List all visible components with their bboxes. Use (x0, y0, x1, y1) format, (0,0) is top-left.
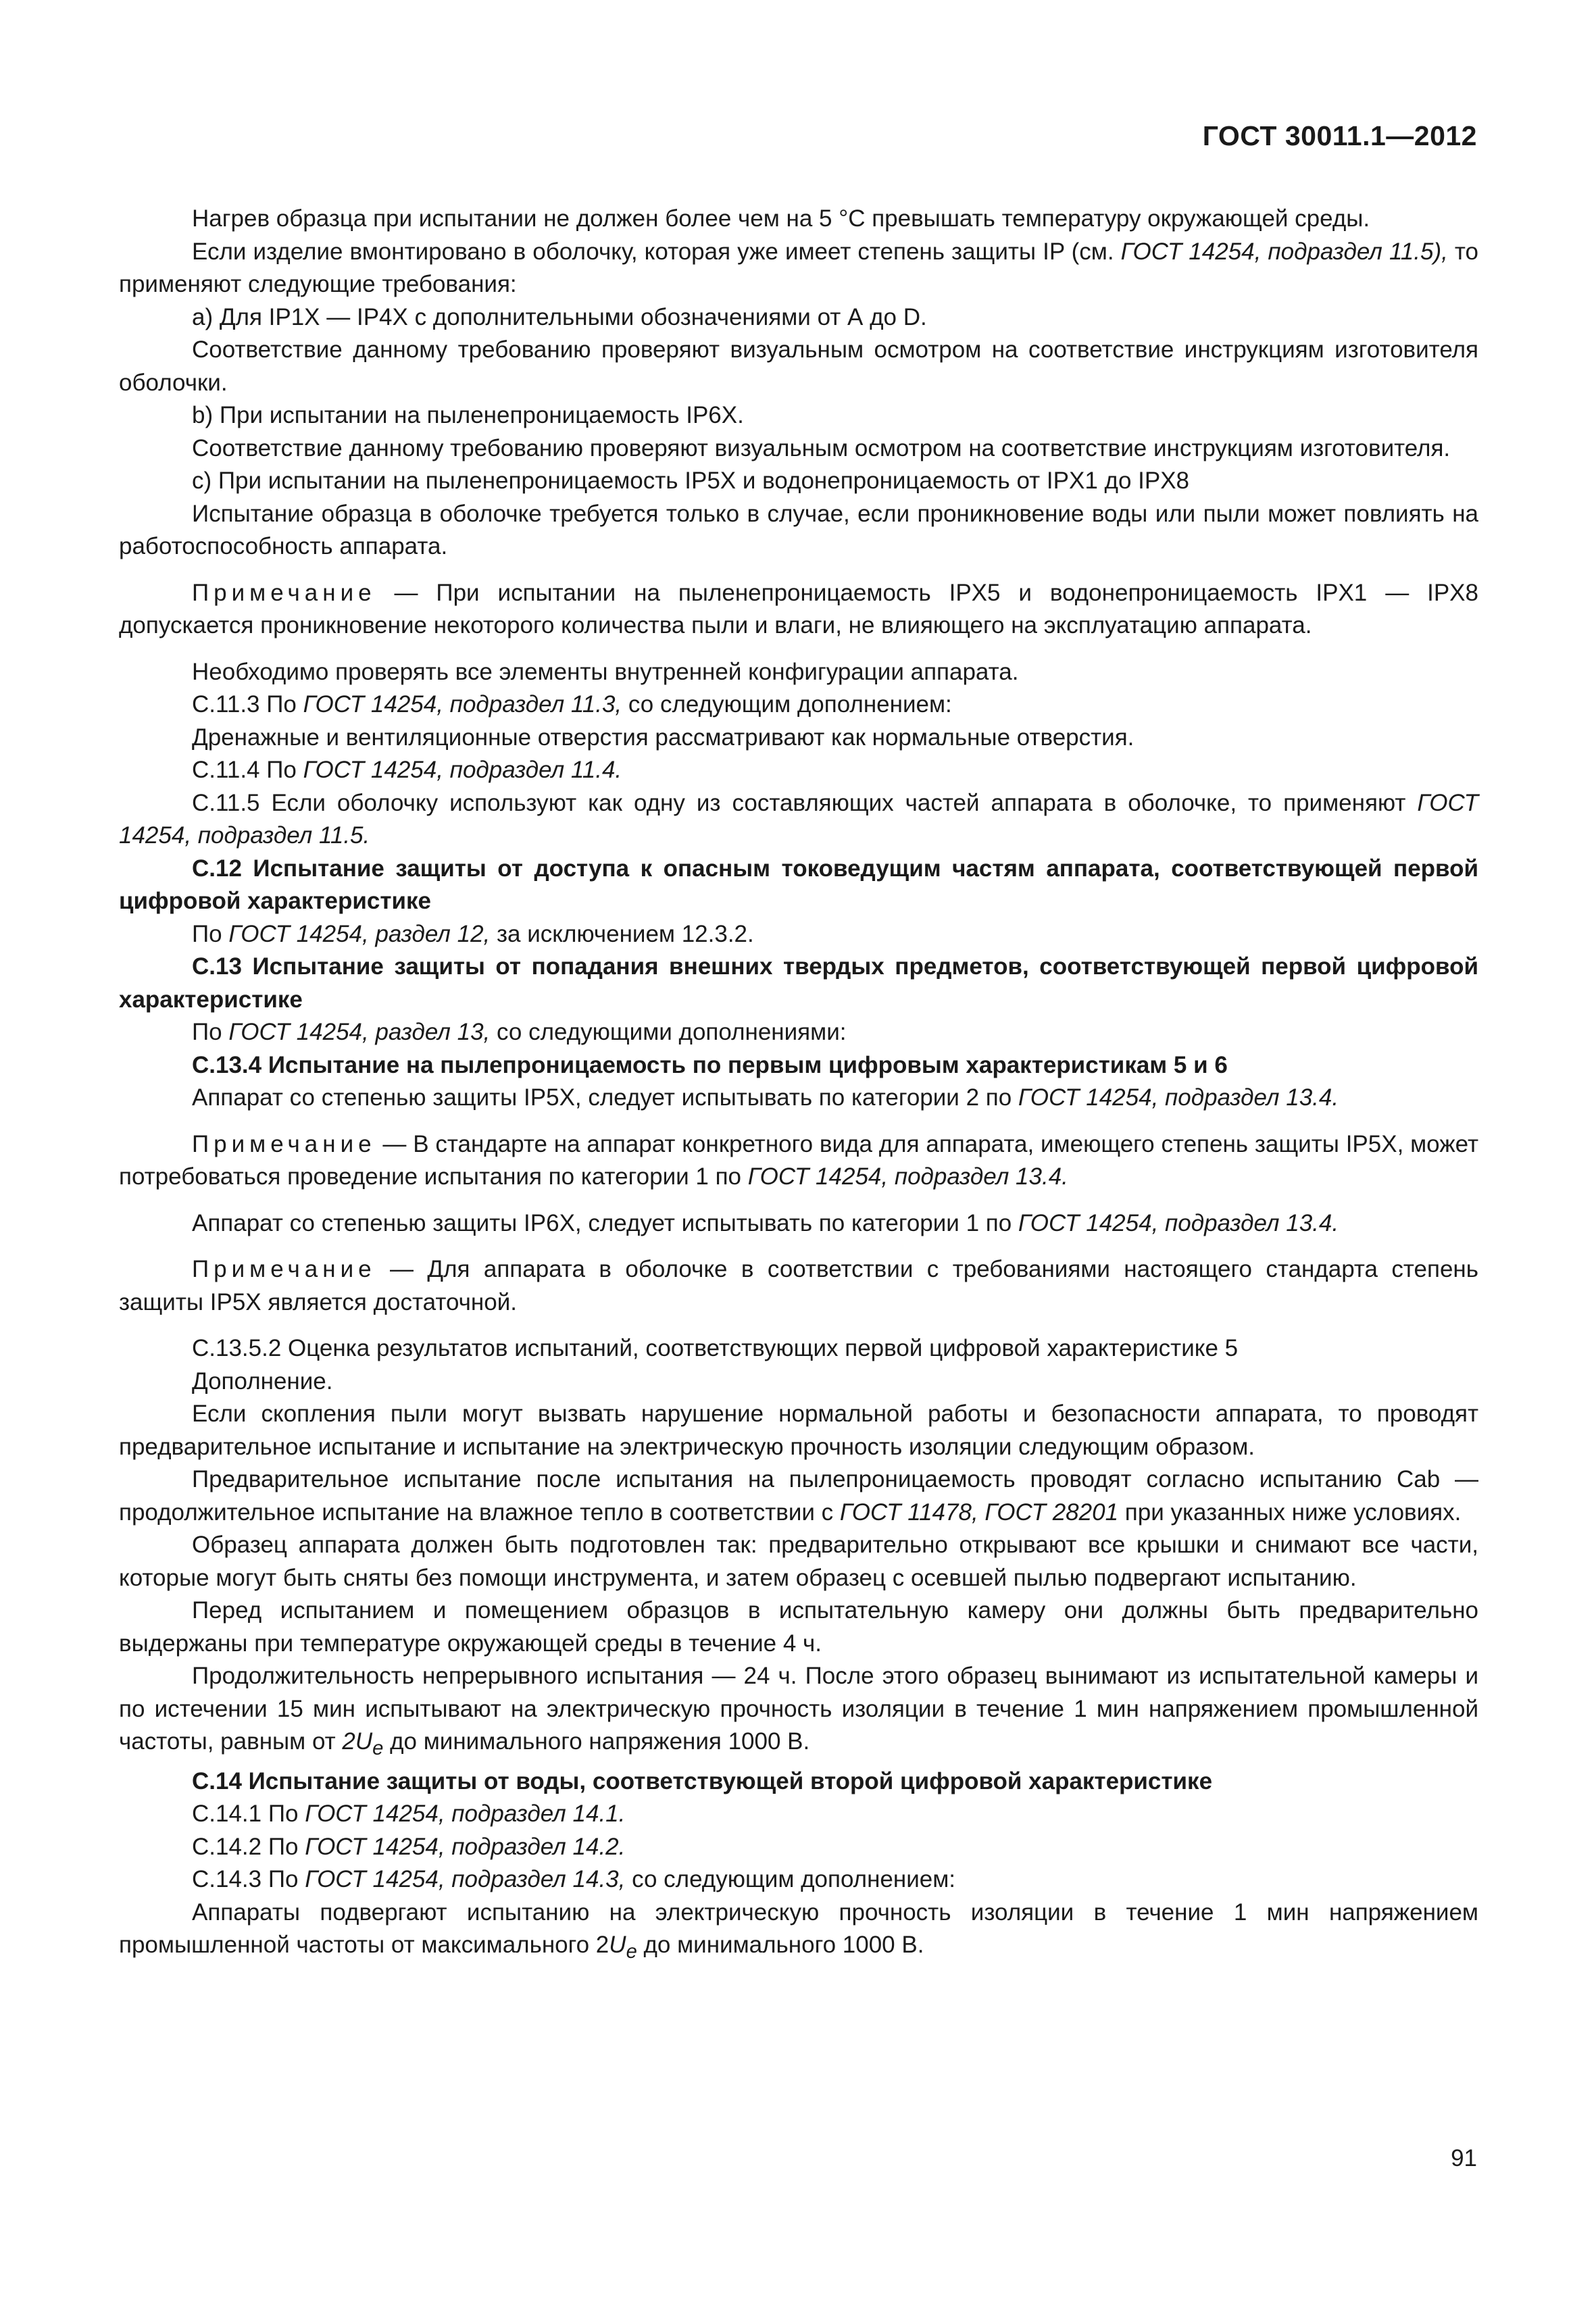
note-text: — При испытании на пыленепроницаемость IPX5 и водонепроницаемость IPX1 — IPX8 допускается проникновение некоторого количества пыли и влаги, не влияющего на эксплуатацию аппарата. (119, 579, 1478, 638)
text: Аппараты подвергают испытанию на электрическую прочность изоляции в течение 1 мин напряжением промышленной частоты от максимального 2 (119, 1898, 1478, 1958)
paragraph: С.13.5.2 Оценка результатов испытаний, соответствующих первой цифровой характеристике 5 (192, 1335, 1239, 1361)
paragraph (119, 787, 1478, 853)
note-label: Примечание (192, 1256, 376, 1282)
text: С.11.5 Если оболочку используют как одну из составляющих частей аппарата в оболочке, то применяют (192, 789, 1418, 816)
text: С.11.4 По (192, 757, 303, 783)
text: до минимального напряжения 1000 В. (383, 1728, 810, 1755)
paragraph: Если скопления пыли могут вызвать нарушение нормальной работы и безопасности аппарата, то проводят предварительное испытание и испытание на электрическую прочность изоляции следующим образом. (119, 1401, 1478, 1460)
reference: ГОСТ 14254, раздел 12, (228, 920, 491, 947)
text: при указанных ниже условиях. (1118, 1499, 1462, 1526)
standard-header: ГОСТ 30011.1—2012 (1202, 120, 1477, 151)
reference: ГОСТ 14254, подраздел 13.4. (1018, 1084, 1339, 1111)
reference: ГОСТ 14254, подраздел 11.3, (303, 691, 622, 718)
note-text: — Для аппарата в оболочке в соответствии с требованиями настоящего стандарта степень защиты IP5X является достаточной. (119, 1256, 1478, 1315)
paragraph: а) Для IP1X — IP4X с дополнительными обозначениями от А до D. (192, 303, 927, 330)
paragraph (119, 1016, 1478, 1049)
text: С.14.1 По (192, 1801, 305, 1827)
note-label: Примечание (192, 579, 376, 606)
paragraph: Дополнение. (192, 1367, 333, 1394)
text: Аппарат со степенью защиты IP6X, следует испытывать по категории 1 по (192, 1209, 1018, 1236)
paragraph (119, 754, 1478, 787)
formula: 2U (342, 1728, 373, 1755)
reference: ГОСТ 14254, подраздел 13.4. (747, 1163, 1068, 1190)
text: до минимального 1000 В. (637, 1932, 924, 1958)
subsection-heading: С.13.4 Испытание на пылепроницаемость по первым цифровым характеристикам 5 и 6 (192, 1051, 1228, 1078)
text: Аппарат со степенью защиты IP5X, следует испытывать по категории 2 по (192, 1084, 1018, 1111)
reference: ГОСТ 14254, раздел 13, (228, 1019, 491, 1045)
reference: ГОСТ 14254, подраздел 11.4. (303, 757, 622, 783)
paragraph: Соответствие данному требованию проверяют визуальным осмотром на соответствие инструкциям изготовителя. (192, 434, 1451, 461)
paragraph: Дренажные и вентиляционные отверстия рассматривают как нормальные отверстия. (192, 724, 1134, 751)
text: С.14.2 По (192, 1833, 305, 1860)
paragraph (119, 236, 1478, 301)
note (119, 577, 1478, 643)
text: Предварительное испытание после испытания на пылепроницаемость проводят согласно испытанию Cab — продолжительное испытание на влажное тепло в соответствии с (119, 1466, 1478, 1526)
paragraph: Перед испытанием и помещением образцов в испытательную камеру они должны быть предварительно выдержаны при температуре окружающей среды в течение 4 ч. (119, 1597, 1478, 1657)
reference: ГОСТ 14254, подраздел 11.5. (119, 789, 1478, 849)
paragraph: с) При испытании на пыленепроницаемость IP5X и водонепроницаемость от IPX1 до IPX8 (192, 468, 1190, 494)
text: Если изделие вмонтировано в оболочку, которая уже имеет степень защиты IP (см. (192, 238, 1121, 265)
paragraph (119, 1896, 1478, 1969)
paragraph: Необходимо проверять все элементы внутренней конфигурации аппарата. (192, 658, 1019, 685)
reference: ГОСТ 14254, подраздел 14.2. (305, 1833, 626, 1860)
reference: ГОСТ 14254, подраздел 11.5), (1120, 238, 1448, 265)
note (119, 1253, 1478, 1319)
text: то применяют следующие требования: (119, 238, 1478, 297)
paragraph (119, 1831, 1478, 1864)
paragraph: Образец аппарата должен быть подготовлен так: предварительно открывают все крышки и снимают все части, которые могут быть сняты без помощи инструмента, и затем образец с осевшей пылью подвергают испытанию. (119, 1532, 1478, 1591)
text: По (192, 920, 229, 947)
text: С.11.3 По (192, 691, 303, 718)
note (119, 1128, 1478, 1194)
text: По (192, 1019, 229, 1045)
section-heading: С.12 Испытание защиты от доступа к опасным токоведущим частям аппарата, соответствующей первой цифровой характеристике (119, 855, 1478, 914)
paragraph (119, 1863, 1478, 1896)
paragraph: Нагрев образца при испытании не должен более чем на 5 °С превышать температуру окружающей среды. (192, 205, 1370, 232)
section-heading: С.13 Испытание защиты от попадания внешних твердых предметов, соответствующей первой цифровой характеристике (119, 953, 1478, 1013)
paragraph: Испытание образца в оболочке требуется только в случае, если проникновение воды или пыли может повлиять на работоспособность аппарата. (119, 500, 1478, 559)
paragraph: Соответствие данному требованию проверяют визуальным осмотром на соответствие инструкциям изготовителя оболочки. (119, 336, 1478, 396)
formula-subscript: e (372, 1738, 384, 1759)
paragraph (119, 1082, 1478, 1115)
text: со следующим дополнением: (622, 691, 952, 718)
paragraph (119, 1207, 1478, 1240)
formula-subscript: e (626, 1941, 637, 1963)
section-heading: С.14 Испытание защиты от воды, соответствующей второй цифровой характеристике (192, 1767, 1213, 1794)
page-number: 91 (1451, 2145, 1477, 2171)
text: Продолжительность непрерывного испытания — 24 ч. После этого образец вынимают из испытательной камеры и по истечении 15 мин испытывают на электрическую прочность изоляции в течение 1 мин напряжением промышленной частоты, равным от (119, 1663, 1478, 1755)
reference: ГОСТ 14254, подраздел 13.4. (1018, 1209, 1339, 1236)
paragraph: b) При испытании на пыленепроницаемость IP6X. (192, 402, 744, 428)
reference: ГОСТ 14254, подраздел 14.3, (305, 1866, 626, 1892)
paragraph (119, 1798, 1478, 1831)
note-text: — В стандарте на аппарат конкретного вида для аппарата, имеющего степень защиты IP5X, может потребоваться проведение испытания по категории 1 по (119, 1130, 1478, 1190)
note-label: Примечание (192, 1130, 376, 1157)
paragraph (119, 918, 1478, 951)
text: С.14.3 По (192, 1866, 305, 1892)
reference: ГОСТ 14254, подраздел 14.1. (305, 1801, 626, 1827)
paragraph (119, 688, 1478, 722)
text: со следующим дополнением: (625, 1866, 955, 1892)
formula: U (609, 1932, 626, 1958)
document-body (119, 203, 1478, 1969)
paragraph (119, 1463, 1478, 1529)
text: за исключением 12.3.2. (490, 920, 754, 947)
paragraph (119, 1660, 1478, 1765)
reference: ГОСТ 11478, ГОСТ 28201 (839, 1499, 1119, 1526)
text: со следующими дополнениями: (490, 1019, 847, 1045)
